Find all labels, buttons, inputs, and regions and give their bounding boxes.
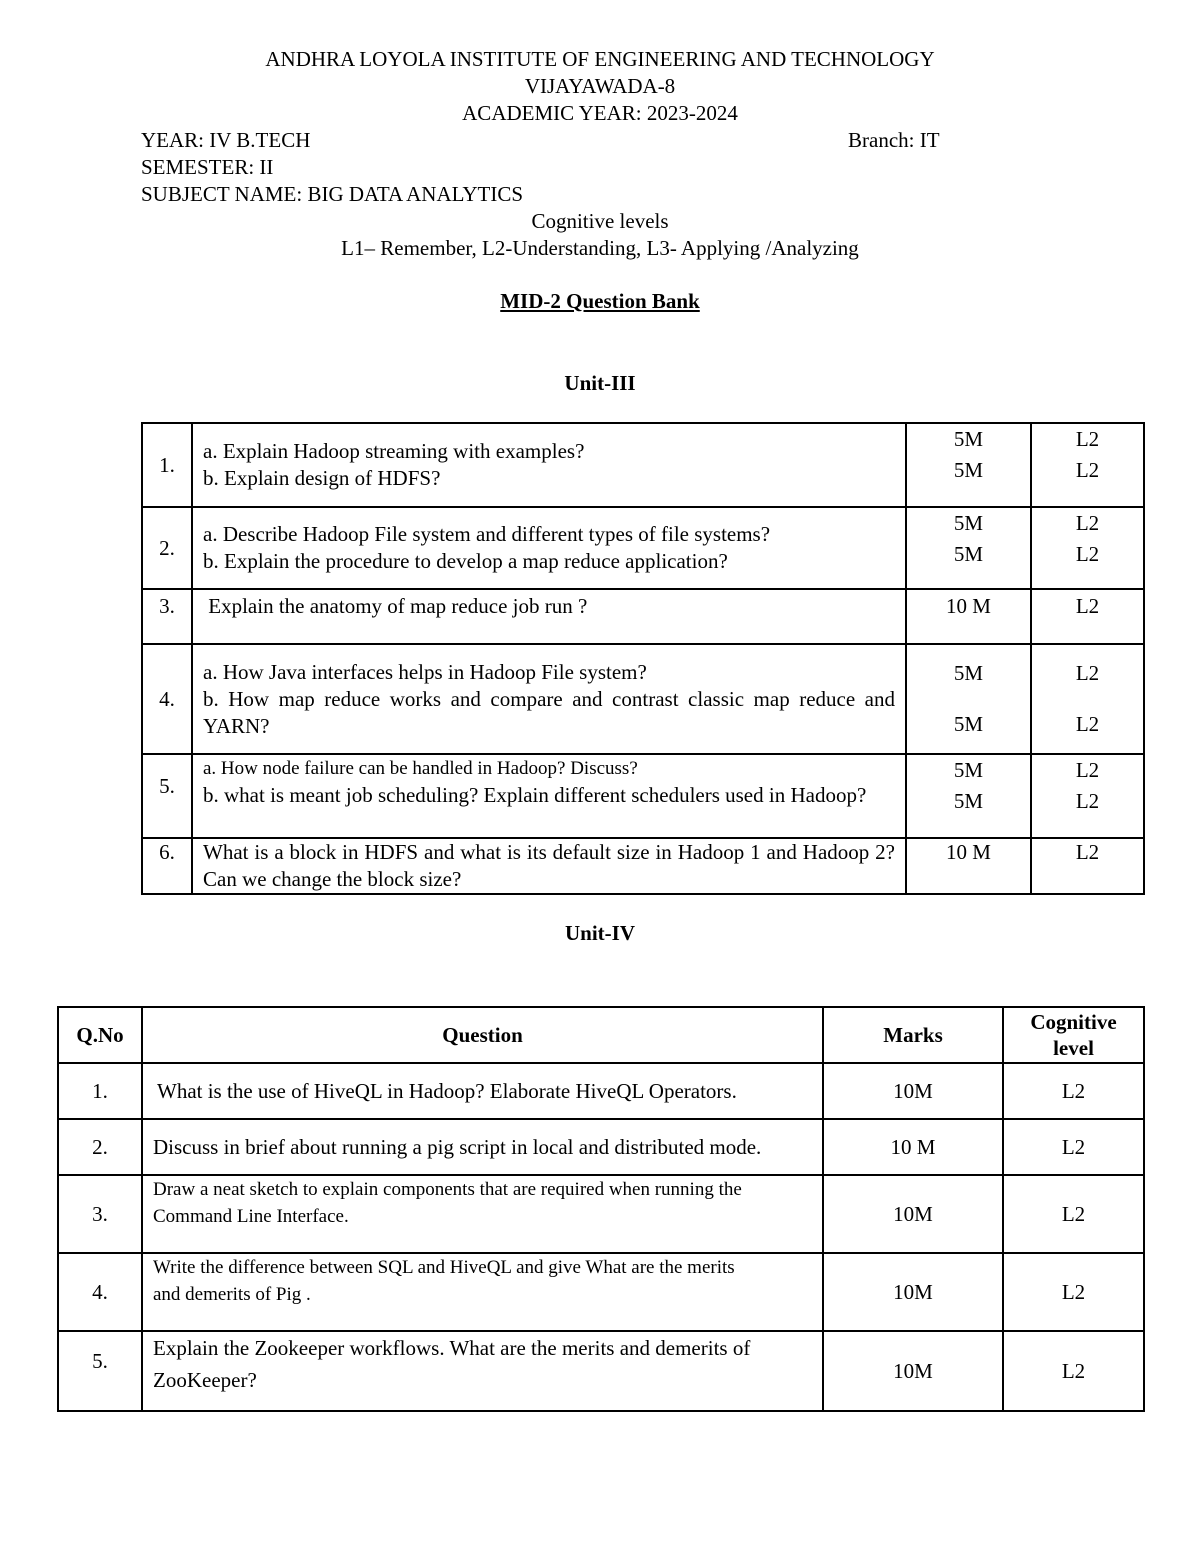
table-row	[142, 838, 1144, 894]
table-row	[142, 589, 1144, 644]
question-text: a. Describe Hadoop File system and different types of file systems? b. Explain the procedure to develop a map reduce application?	[192, 507, 906, 589]
institute-name: ANDHRA LOYOLA INSTITUTE OF ENGINEERING AND TECHNOLOGY	[265, 47, 935, 71]
question-number: 4.	[58, 1253, 142, 1331]
table-row	[142, 423, 1144, 507]
question-number: 6.	[142, 838, 192, 894]
question-number: 1.	[58, 1063, 142, 1119]
page-title: MID-2 Question Bank	[500, 289, 700, 313]
marks: 5M 5M	[906, 644, 1031, 754]
question-number: 3.	[142, 589, 192, 644]
cognitive-level: L2	[1003, 1253, 1144, 1331]
question-text: a. How Java interfaces helps in Hadoop File system? b. How map reduce works and compare and contrast classic map reduce and YARN?	[192, 644, 906, 754]
question-text: Explain the Zookeeper workflows. What are the merits and demerits of ZooKeeper?	[142, 1331, 823, 1411]
question-text: a. How node failure can be handled in Hadoop? Discuss? b. what is meant job scheduling? Explain different schedulers used in Hadoop?	[192, 754, 906, 838]
cognitive-level: L2	[1003, 1331, 1144, 1411]
academic-year: ACADEMIC YEAR: 2023-2024	[462, 101, 738, 125]
table-row	[58, 1063, 1144, 1119]
marks: 5M 5M	[906, 507, 1031, 589]
table-row	[142, 507, 1144, 589]
cognitive-level: L2	[1031, 589, 1144, 644]
question-number: 2.	[142, 507, 192, 589]
question-number: 2.	[58, 1119, 142, 1175]
table-row	[58, 1253, 1144, 1331]
branch-label: Branch: IT	[848, 128, 940, 152]
unit3-heading: Unit-III	[564, 371, 636, 395]
cognitive-level: L2	[1003, 1119, 1144, 1175]
column-header-level: Cognitive level	[1003, 1007, 1144, 1063]
question-text: a. Explain Hadoop streaming with examples? b. Explain design of HDFS?	[192, 423, 906, 507]
question-number: 5.	[58, 1331, 142, 1411]
cognitive-level: L2	[1003, 1063, 1144, 1119]
question-number: 3.	[58, 1175, 142, 1253]
question-text: Discuss in brief about running a pig script in local and distributed mode.	[142, 1119, 823, 1175]
unit4-table	[57, 1006, 1145, 1412]
cognitive-levels-title: Cognitive levels	[531, 209, 669, 233]
year-label: YEAR: IV B.TECH	[141, 128, 311, 152]
cognitive-level: L2 L2	[1031, 507, 1144, 589]
table-row	[142, 644, 1144, 754]
cognitive-level: L2 L2	[1031, 423, 1144, 507]
marks: 5M 5M	[906, 754, 1031, 838]
institute-city: VIJAYAWADA-8	[524, 74, 676, 98]
marks: 10 M	[823, 1119, 1003, 1175]
marks: 10M	[823, 1331, 1003, 1411]
unit3-table	[141, 422, 1145, 895]
marks: 10M	[823, 1063, 1003, 1119]
semester-label: SEMESTER: II	[141, 155, 274, 179]
subject-label: SUBJECT NAME: BIG DATA ANALYTICS	[141, 182, 524, 206]
table-row	[142, 754, 1144, 838]
marks: 10M	[823, 1253, 1003, 1331]
cognitive-levels-legend: L1– Remember, L2-Understanding, L3- Applying /Analyzing	[341, 236, 859, 260]
table-row	[58, 1175, 1144, 1253]
cognitive-level: L2 L2	[1031, 644, 1144, 754]
marks: 10 M	[906, 838, 1031, 894]
question-text: What is a block in HDFS and what is its default size in Hadoop 1 and Hadoop 2? Can we change the block size?	[192, 838, 906, 894]
marks: 10 M	[906, 589, 1031, 644]
question-number: 4.	[142, 644, 192, 754]
question-text: Draw a neat sketch to explain components that are required when running the Command Line Interface.	[142, 1175, 823, 1253]
table-row	[58, 1331, 1144, 1411]
question-text: Explain the anatomy of map reduce job run ?	[192, 589, 906, 644]
question-text: Write the difference between SQL and HiveQL and give What are the merits and demerits of Pig .	[142, 1253, 823, 1331]
cognitive-level: L2	[1003, 1175, 1144, 1253]
marks: 10M	[823, 1175, 1003, 1253]
unit4-heading: Unit-IV	[564, 921, 635, 945]
table-row	[58, 1119, 1144, 1175]
column-header-marks: Marks	[823, 1007, 1003, 1063]
cognitive-level: L2 L2	[1031, 754, 1144, 838]
marks: 5M 5M	[906, 423, 1031, 507]
question-text: What is the use of HiveQL in Hadoop? Elaborate HiveQL Operators.	[142, 1063, 823, 1119]
cognitive-level: L2	[1031, 838, 1144, 894]
column-header-question: Question	[142, 1007, 823, 1063]
column-header-qno: Q.No	[58, 1007, 142, 1063]
question-number: 1.	[142, 423, 192, 507]
table-header-row	[58, 1007, 1144, 1063]
question-number: 5.	[142, 754, 192, 838]
